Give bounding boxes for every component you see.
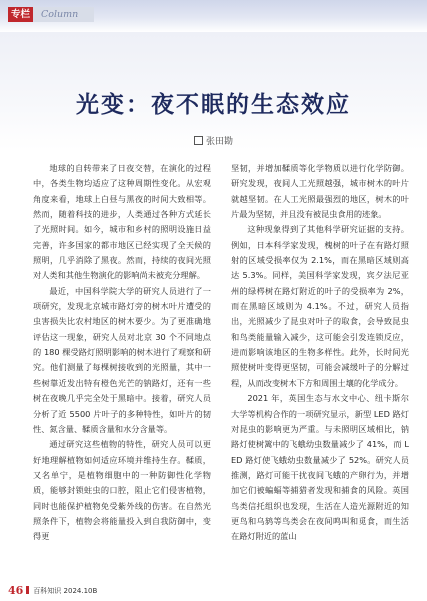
right-column [231,161,409,545]
page-footer [8,585,97,597]
paragraph: 最近，中国科学院大学的研究人员进行了一项研究，发现北京城市路灯旁的树木叶片遭受的虫害损失比农村地区的树木要少。为了更准确地评估这一现象，研究人员对北京 30 个不同地点的 180 棵受路灯照明影响的树木进行了观察和研究。他们测量了每棵树接收到的光照量，其中一些树靠近发出特有橙色光芒的钠路灯，还有一些树在夜晚几乎完全处于黑暗中。接着，研究人员分析了近 5500 片叶子的多种特性，如叶片的韧性、氮含量、鞣质含量和水分含量等。 [33,285,211,434]
footer-divider [26,586,29,594]
paragraph: 这种现象得到了其他科学研究证据的支持。例如，日本科学家发现，槐树的叶子在有路灯照射的区域受损率仅为 2.1%，而在黑暗区域则高达 5.3%。同样，美国科学家发现，宾夕法尼亚州的绿梣树在路灯附近的叶子的受损率为 2%，而在黑暗区域则为 4.1%。不过，研究人员指出，光照减少了昆虫对叶子的取食，会导致昆虫和鸟类能量输入减少，这可能会引发连锁反应，进而影响该地区的生物多样性。此外，长时间光照使树叶变得更坚韧，可能会减缓叶子的分解过程，从而改变树木下方和周围土壤的化学成分。 [231,224,409,388]
paragraph: 通过研究这些植物的特性，研究人员可以更好地理解植物如何适应环境并维持生存。鞣质，又名单宁，是植物细胞中的一种防御性化学物质，能够封锁蛀虫的口腔，阻止它们侵害植物，同时也能保护植物免受紫外线的伤害。在自然光照条件下，植物会将能量投入到自我防御中，变得更 [33,439,211,542]
column-label: 专栏 [8,7,33,22]
paragraph: 地球的自转带来了日夜交替，在演化的过程中，各类生物均适应了这种周期性变化。从宏观角度来看，地球上白昼与黑夜的时间大致相等。然而，随着科技的进步，人类通过各种方式延长了光照时间。如今，城市和乡村的照明设施日益完善，许多国家的都市地区已经实现了全天候的照明，几乎消除了黑夜。然而，持续的夜间光照对人类和其他生物演化的影响尚未被充分理解。 [33,163,211,281]
column-tag [8,7,94,22]
magazine-issue: 百科知识 2024.10B [33,587,98,595]
paragraph: 2021 年，英国生态与水文中心、纽卡斯尔大学等机构合作的一项研究显示，新型 LED 路灯对昆虫的影响更为严重。与未照明区域相比，钠路灯使树篱中的飞蛾幼虫数量减少了 41%，而 LED 路灯使飞蛾幼虫数量减少了 52%。研究人员推测，路灯可能干扰夜间飞蛾的产卵行为，并增加它们被蝙蝠等捕猎者发现和捕食的风险。英国鸟类信托组织也发现，生活在人造光源附近的知更鸟和乌鸫等鸟类会在夜间鸣叫和觅食，而生活在路灯附近的蓝山 [231,393,409,542]
column-label-en: Column [41,9,79,20]
byline [0,136,427,148]
author-name: 张田勘 [205,137,233,147]
left-column [33,161,211,545]
page-number: 46 [8,584,24,597]
square-icon [194,136,203,145]
paragraph: 坚韧，并增加鞣质等化学物质以进行化学防御。研究发现，夜间人工光照越强，城市树木的叶片就越坚韧。在人工光照最强烈的地区，树木的叶片最为坚韧，并且没有被昆虫食用的迹象。 [231,163,409,220]
article-title: 光变：夜不眠的生态效应 [76,92,351,118]
